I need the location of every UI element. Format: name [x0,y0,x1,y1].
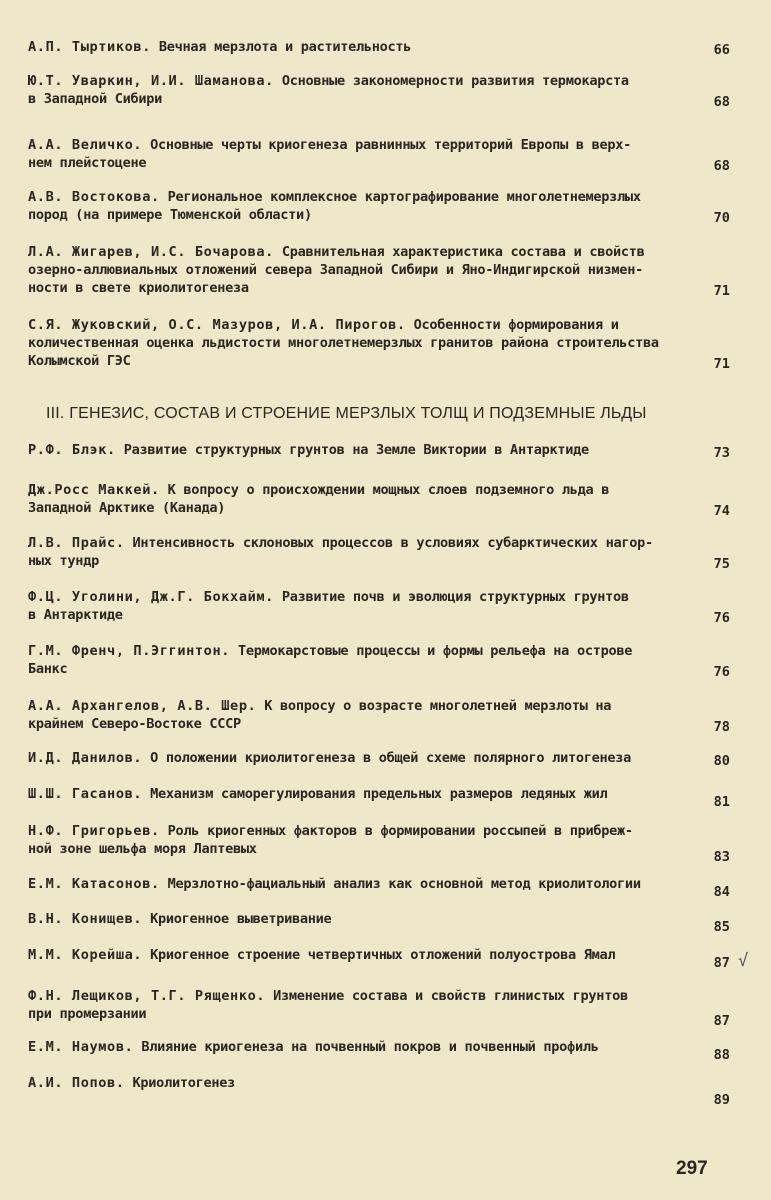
entry-title: Криогенное выветривание [150,911,332,927]
entry-title: Вечная мерзлота и растительность [158,39,412,55]
toc-entry [28,38,768,56]
toc-entry [28,588,768,624]
toc-entry [28,534,768,570]
entry-title: Основные закономерности развития термокарста [281,73,629,89]
entry-page-number: 66 [713,42,730,58]
entry-line [28,188,768,206]
entry-line [28,334,768,352]
entry-page-number: 75 [713,556,730,572]
entry-authors: Л.А. Жигарев, И.С. Бочарова. [28,244,274,260]
entry-line [28,822,768,840]
entry-authors: Ш.Ш. Гасанов. [28,786,143,802]
entry-authors: Е.М. Катасонов. [28,876,160,892]
entry-authors: А.П. Тыртиков. [28,39,151,55]
entry-line [28,261,768,279]
entry-title: Особенности формирования и [413,317,619,333]
toc-entry [28,1074,768,1092]
entry-title: количественная оценка льдистости многолетнемерзлых гранитов района строительства [28,335,659,351]
entry-title: ности в свете криолитогенеза [28,280,249,296]
entry-page-number: 71 [713,283,730,299]
toc-entry [28,875,768,893]
entry-page-number: 68 [713,158,730,174]
entry-title: Мерзлотно-фациальный анализ как основной метод криолитологии [167,876,641,892]
entry-title: при промерзании [28,1006,147,1022]
entry-title: Банкс [28,661,68,677]
entry-title: Механизм саморегулирования предельных размеров ледяных жил [150,786,608,802]
entry-page-number: 76 [713,664,730,680]
entry-authors: Ю.Т. Уваркин, И.И. Шаманова. [28,73,274,89]
entry-title: Интенсивность склоновых процессов в условиях субарктических нагор- [132,535,653,551]
entry-line [28,534,768,552]
entry-title: озерно-аллювиальных отложений севера Западной Сибири и Яно-Индигирской низмен- [28,262,643,278]
entry-line [28,90,768,108]
toc-entry [28,72,768,108]
entry-title: К вопросу о происхождении мощных слоев подземного льда в [167,482,610,498]
entry-authors: Н.Ф. Григорьев. [28,823,160,839]
entry-line [28,154,768,172]
toc-entry [28,642,768,678]
entry-line [28,1074,768,1092]
entry-title: Развитие структурных грунтов на Земле Виктории в Антарктиде [123,442,589,458]
entry-line [28,206,768,224]
entry-title: ных тундр [28,553,99,569]
entry-line [28,279,768,297]
toc-entry [28,822,768,858]
entry-title: ной зоне шельфа моря Лаптевых [28,841,257,857]
entry-line [28,987,768,1005]
entry-page-number: 71 [713,356,730,372]
entry-authors: А.А. Величко. [28,137,143,153]
toc-entry [28,481,768,517]
entry-title: Криолитогенез [132,1075,236,1091]
toc-entry [28,441,768,459]
entry-title: Основные черты криогенеза равнинных территорий Европы в верх- [150,137,632,153]
entry-authors: М.М. Корейша. [28,947,143,963]
entry-authors: А.И. Попов. [28,1075,125,1091]
entry-authors: Л.В. Прайс. [28,535,125,551]
entry-title: Региональное комплексное картографирование многолетнемерзлых [167,189,641,205]
entry-title: в Западной Сибири [28,91,163,107]
entry-line [28,588,768,606]
entry-title: Изменение состава и свойств глинистых грунтов [273,988,628,1004]
entry-line [28,316,768,334]
entry-line [28,642,768,660]
entry-authors: Ф.Ц. Уголини, Дж.Г. Бокхайм. [28,589,274,605]
entry-title: Сравнительная характеристика состава и свойств [281,244,645,260]
entry-line [28,352,768,370]
section-heading: III. ГЕНЕЗИС, СОСТАВ И СТРОЕНИЕ МЕРЗЛЫХ ТОЛЩ И ПОДЗЕМНЫЕ ЛЬДЫ [46,405,647,422]
entry-page-number: 89 [713,1092,730,1109]
toc-entry [28,785,768,803]
entry-authors: В.Н. Конищев. [28,911,143,927]
entry-page-number: 83 [713,849,730,866]
entry-line [28,606,768,624]
entry-page-number: 78 [713,719,730,735]
page-number: 297 [676,1158,708,1179]
entry-authors: С.Я. Жуковский, О.С. Мазуров, И.А. Пирогов. [28,317,406,333]
entry-authors: Г.М. Френч, П.Эггинтон. [28,643,231,659]
entry-line [28,499,768,517]
entry-title: О положении криолитогенеза в общей схеме полярного литогенеза [150,750,632,766]
entry-line [28,785,768,803]
entry-title: нем плейстоцене [28,155,147,171]
entry-page-number: 84 [713,884,730,901]
entry-page-number: 81 [713,794,730,811]
entry-page-number: 85 [713,919,730,936]
entry-page-number: 73 [713,445,730,461]
entry-line [28,875,768,893]
entry-title: крайнем Северо-Востоке СССР [28,716,241,732]
toc-entry [28,946,768,964]
entry-page-number: 74 [713,503,730,519]
entry-title: Криогенное строение четвертичных отложений полуострова Ямал [150,947,616,963]
toc-entry [28,749,768,767]
toc-entry [28,316,768,370]
entry-title: Роль криогенных факторов в формировании россыпей в прибреж- [167,823,633,839]
entry-authors: И.Д. Данилов. [28,750,143,766]
entry-line [28,552,768,570]
entry-line [28,749,768,767]
toc-entry [28,910,768,928]
entry-authors: А.А. Архангелов, А.В. Шер. [28,698,257,714]
entry-title: Влияние криогенеза на почвенный покров и почвенный профиль [141,1039,599,1055]
entry-line [28,72,768,90]
entry-line [28,441,768,459]
entry-authors: Ф.Н. Лещиков, Т.Г. Рященко. [28,988,266,1004]
entry-line [28,1005,768,1023]
entry-line [28,481,768,499]
toc-entry [28,188,768,224]
entry-page-number: 87 [713,1012,730,1029]
entry-page-number: 70 [713,210,730,226]
entry-line [28,38,768,56]
entry-page-number: 87 [713,955,730,972]
entry-line [28,910,768,928]
entry-line [28,660,768,678]
entry-page-number: 88 [713,1047,730,1064]
toc-entry [28,1038,768,1056]
entry-title: Развитие почв и эволюция структурных грунтов [281,589,629,605]
entry-line [28,946,768,964]
entry-authors: Р.Ф. Блэк. [28,442,116,458]
entry-line [28,715,768,733]
entry-authors: А.В. Востокова. [28,189,160,205]
toc-entry [28,243,768,297]
entry-title: в Антарктиде [28,607,123,623]
entry-title: Колымской ГЭС [28,353,131,369]
entry-authors: Е.М. Наумов. [28,1039,134,1055]
entry-title: пород (на примере Тюменской области) [28,207,312,223]
toc-entry [28,697,768,733]
entry-page-number: 80 [713,753,730,769]
entry-page-number: 76 [713,610,730,626]
checkmark-icon: √ [738,951,749,972]
entry-line [28,840,768,858]
entry-title: Западной Арктике (Канада) [28,500,226,516]
entry-line [28,697,768,715]
entry-line [28,1038,768,1056]
entry-title: Термокарстовые процессы и формы рельефа на острове [237,643,633,659]
entry-page-number: 68 [713,94,730,110]
entry-title: К вопросу о возрасте многолетней мерзлоты на [264,698,612,714]
entry-line [28,243,768,261]
toc-entry [28,987,768,1023]
toc-entry [28,136,768,172]
entry-authors: Дж.Росс Маккей. [28,482,160,498]
entry-line [28,136,768,154]
